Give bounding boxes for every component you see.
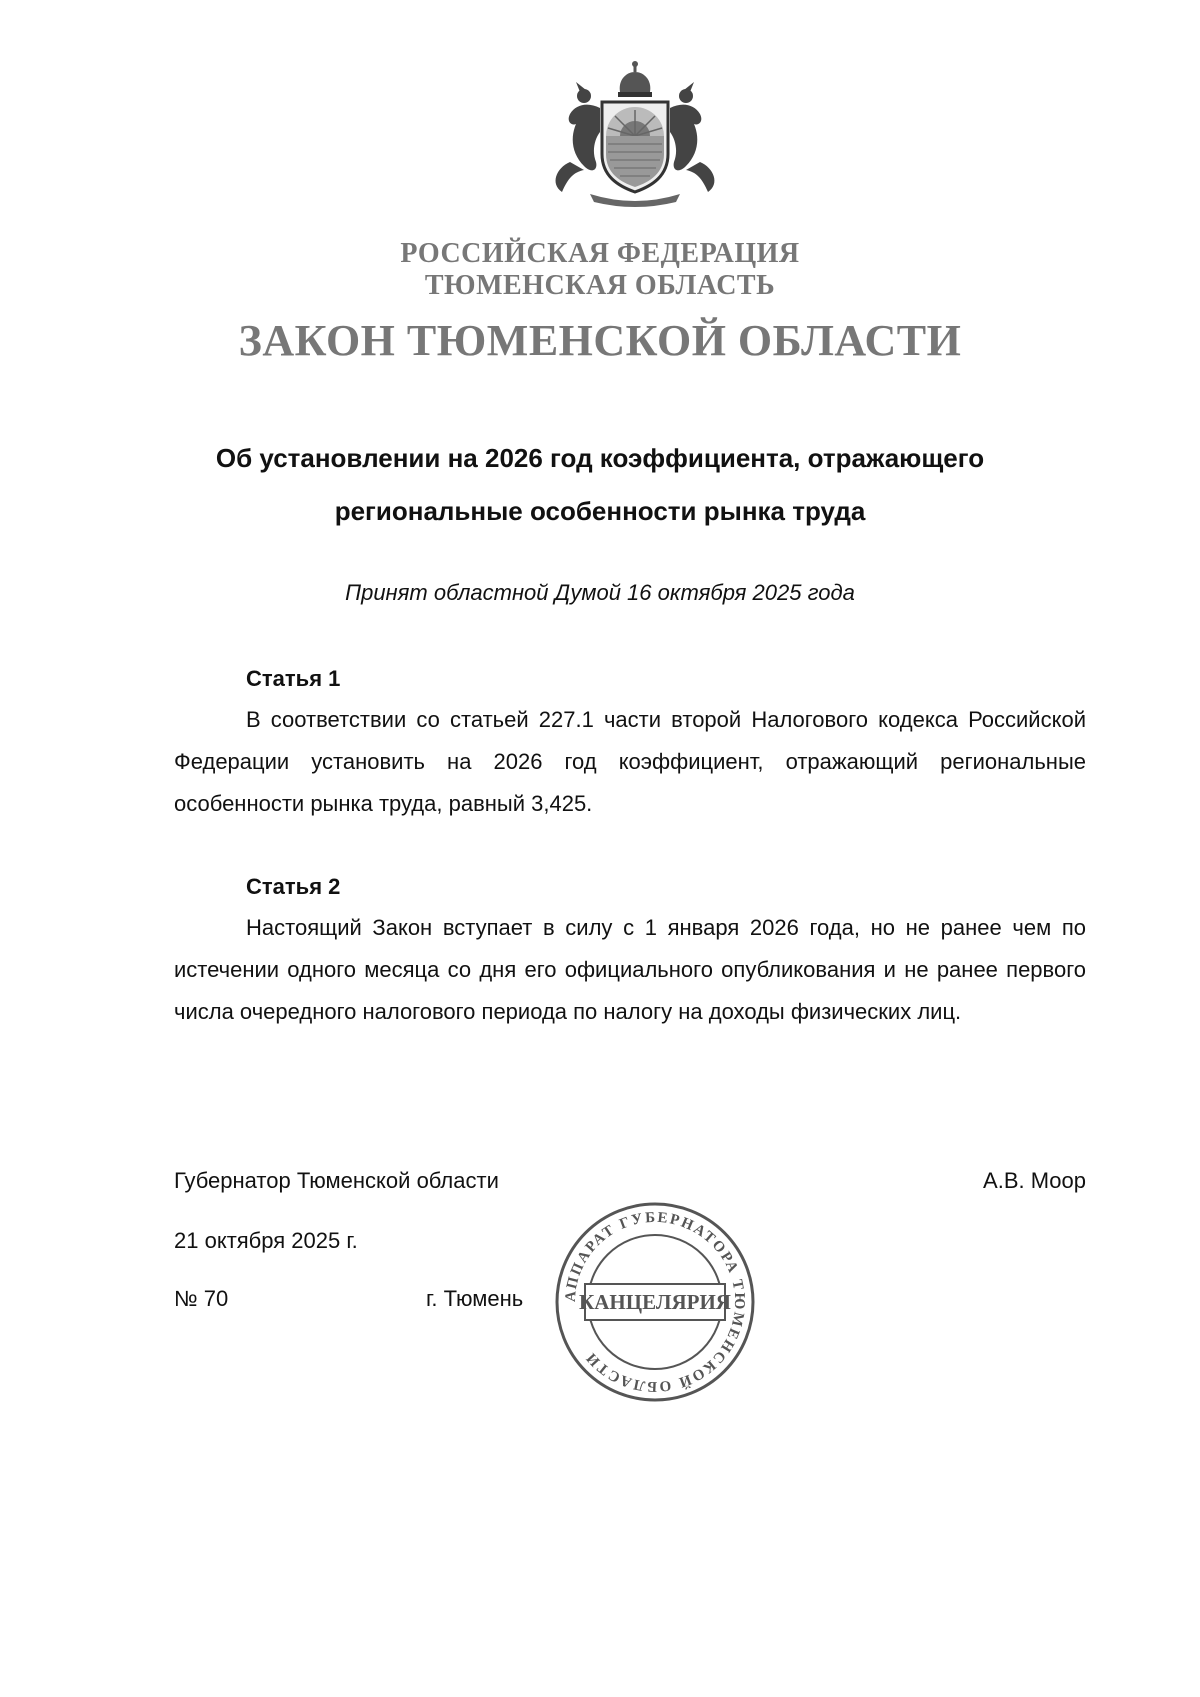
- law-title: Об установлении на 2026 год коэффициента, отражающего региональные особенности рынка труда: [215, 443, 985, 526]
- document-type-heading: ЗАКОН ТЮМЕНСКОЙ ОБЛАСТИ: [238, 316, 962, 365]
- stamp-outer-text: АППАРАТ ГУБЕРНАТОРА ТЮМЕНСКОЙ ОБЛАСТИ: [562, 1209, 748, 1395]
- country-header: РОССИЙСКАЯ ФЕДЕРАЦИЯ: [400, 238, 800, 269]
- article-2-heading: Статья 2: [246, 874, 341, 899]
- adoption-note: Принят областной Думой 16 октября 2025 года: [345, 580, 855, 605]
- coat-of-arms-icon: [540, 58, 730, 208]
- governor-position: Губернатор Тюменской области: [174, 1168, 499, 1193]
- signing-place: г. Тюмень: [426, 1286, 524, 1311]
- governor-name: А.В. Моор: [983, 1168, 1086, 1193]
- office-stamp-icon: [553, 1200, 757, 1404]
- region-header: ТЮМЕНСКАЯ ОБЛАСТЬ: [424, 270, 776, 301]
- article-1-heading: Статья 1: [246, 666, 341, 691]
- article-1-text: В соответствии со статьей 227.1 части второй Налогового кодекса Российской Федерации установить на 2026 год коэффициент, отражающий региональные особенности рынка труда, равный 3,425.: [174, 707, 1086, 816]
- stamp-center-text: КАНЦЕЛЯРИЯ: [579, 1290, 731, 1314]
- article-2-text: Настоящий Закон вступает в силу с 1 января 2026 года, но не ранее чем по истечении одного месяца со дня его официального опубликования и не ранее первого числа очередного налогового периода по налогу на доходы физических лиц.: [174, 915, 1086, 1024]
- crown-icon: [618, 61, 652, 97]
- signing-date: 21 октября 2025 г.: [174, 1228, 358, 1253]
- law-number: № 70: [174, 1286, 229, 1311]
